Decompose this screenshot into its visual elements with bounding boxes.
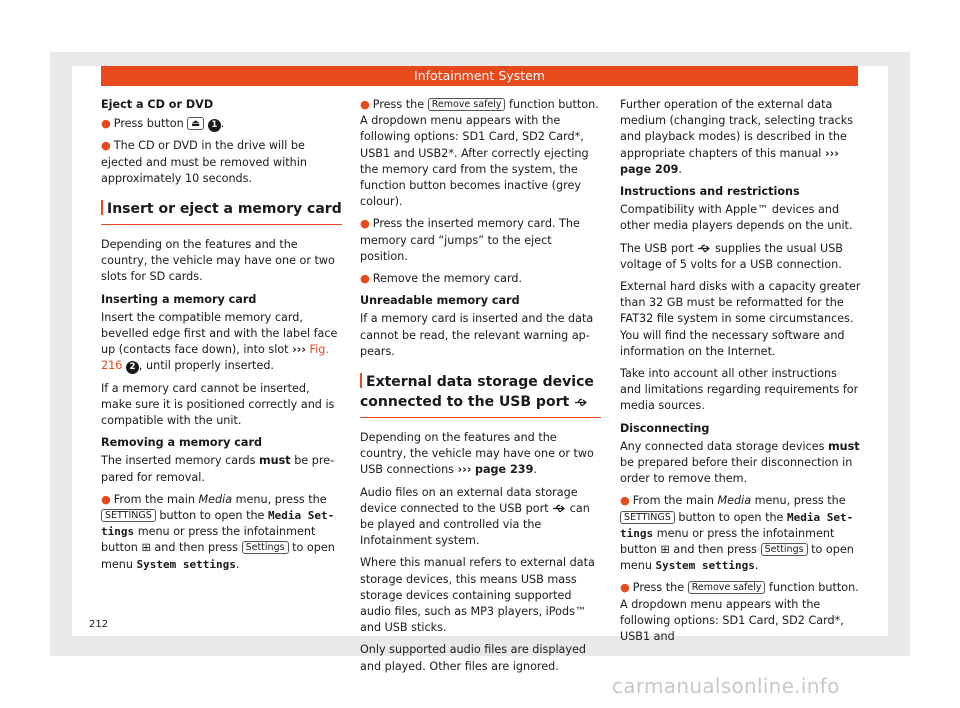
disconnecting-paragraph: Any connected data storage devices must be prepared before their disconnection in order to remove them. [620,439,860,486]
page-number: 212 [89,619,109,630]
section-title-memory-card: Insert or eject a memory card [101,199,342,225]
column-3 [620,97,861,651]
eject-button-icon: ⏏ [187,117,204,130]
instructions-heading: Instructions and restrictions [620,185,800,199]
watermark: carmanualsonline.info [612,674,840,698]
figure-link[interactable]: Fig. 216 [101,343,329,373]
bullet-icon: ● [101,117,111,131]
settings-key: SETTINGS [101,509,156,522]
insert-paragraph: Insert the compatible memory card, bevelled edge first and with the label face up (contacts face down), into slot ››› Fig. 216 2 , until properly inserted. [101,310,338,373]
page-link[interactable]: page 209 [620,162,679,176]
bullet-icon: ● [360,272,370,286]
bullet-icon: ● [101,492,111,506]
page-link[interactable]: page 239 [474,463,534,477]
remove-paragraph: The inserted memory cards must be prepared for removal. [101,454,335,484]
further-operation-paragraph: Further operation of the external data medium (changing track, selecting tracks and playback modes) is described in the appropriate chapters of this manual ››› page 209. [620,98,854,176]
usb-paragraph-2: Audio files on an external data storage device connected to the USB port can be played and controlled via the Infotainment system. [360,485,590,548]
settings-softkey: Settings [242,541,289,554]
usb-icon [552,504,566,513]
bullet-icon: ● [620,494,630,508]
compatibility-paragraph: Compatibility with Apple™ devices and other media players depends on the unit. [620,203,853,233]
section-marker [360,373,362,388]
settings-softkey: Settings [761,543,808,556]
column-1 [101,97,342,579]
other-instructions-paragraph: Take into account all other instructions and limitations regarding requirements for media sources. [620,367,859,413]
memory-card-intro: Depending on the features and the country, the vehicle may have one or two slots for SD cards. [101,238,335,284]
grid-menu-icon: ⊞ [141,541,151,555]
bullet-icon: ● [360,217,370,231]
remove-safely-key: Remove safely [688,581,766,594]
press-card-bullet: ● Press the inserted memory card. The memory card “jumps” to the eject position. [360,217,580,263]
insert-heading: Inserting a memory card [101,292,257,306]
eject-heading: Eject a CD or DVD [101,98,214,111]
disconnect-remove-bullet: ● Press the Remove safely function button. A dropdown menu appears with the following options: SD1 Card, SD2 Card*, USB1 and [620,581,859,644]
bullet-icon: ● [101,139,111,153]
usb-paragraph-1: Depending on the features and the country, the vehicle may have one or two USB connections ››› page 239. [360,431,594,477]
bullet-icon: ● [620,581,630,595]
usb-paragraph-4: Only supported audio files are displayed and played. Other files are ignored. [360,643,587,673]
section-marker [101,200,103,215]
remove-safely-bullet: ● Press the Remove safely function button. A dropdown menu appears with the following options: SD1 Card, SD2 Card*, USB1 and USB2*. After correctly ejecting the memory card from the system, the function button becomes inactive (grey colour). [360,98,599,209]
grid-menu-icon: ⊞ [660,543,670,557]
remove-heading: Removing a memory card [101,436,262,450]
usb-icon [697,244,711,253]
remove-card-bullet: ● Remove the memory card. [360,272,523,286]
section-title-usb: External data storage device connected to the USB port [360,372,601,418]
unreadable-heading: Unreadable memory card [360,294,520,308]
callout-number: 2 [126,361,139,374]
eject-bullet-2: ● The CD or DVD in the drive will be ejected and must be removed within approximately 10 seconds. [101,139,307,185]
hard-disk-paragraph: External hard disks with a capacity greater than 32 GB must be reformatted for the FAT32 file system in some circumstances. You will find the necessary software and information on the Internet. [620,280,861,358]
column-2 [360,97,601,681]
unreadable-paragraph: If a memory card is inserted and the data cannot be read, the relevant warning appears. [360,312,594,358]
bullet-icon: ● [360,98,370,111]
usb-icon [574,398,588,407]
callout-number: 1 [208,119,221,132]
disconnect-settings-bullet: ● From the main Media menu, press the SETTINGS button to open the Media Settings menu or press the infotainment button ⊞ and then press Settings to open menu System settings. [620,494,854,573]
remove-safely-key: Remove safely [428,98,506,111]
remove-bullet: ● From the main Media menu, press the SETTINGS button to open the Media Settings menu or press the infotainment button ⊞ and then press Settings to open menu System settings. [101,492,335,571]
usb-paragraph-3: Where this manual refers to external data storage devices, this means USB mass storage devices containing supported audio files, such as MP3 players, iPods™ and USB sticks. [360,556,595,635]
eject-bullet-1: ● Press button ⏏ 1 . [101,117,225,131]
page-header: Infotainment System [101,66,858,86]
settings-key: SETTINGS [620,511,675,524]
usb-voltage-paragraph: The USB port supplies the usual USB voltage of 5 volts for a USB connection. [620,241,843,271]
disconnecting-heading: Disconnecting [620,421,710,435]
insert-paragraph-2: If a memory card cannot be inserted, make sure it is positioned correctly and is compatible with the unit. [101,381,335,428]
